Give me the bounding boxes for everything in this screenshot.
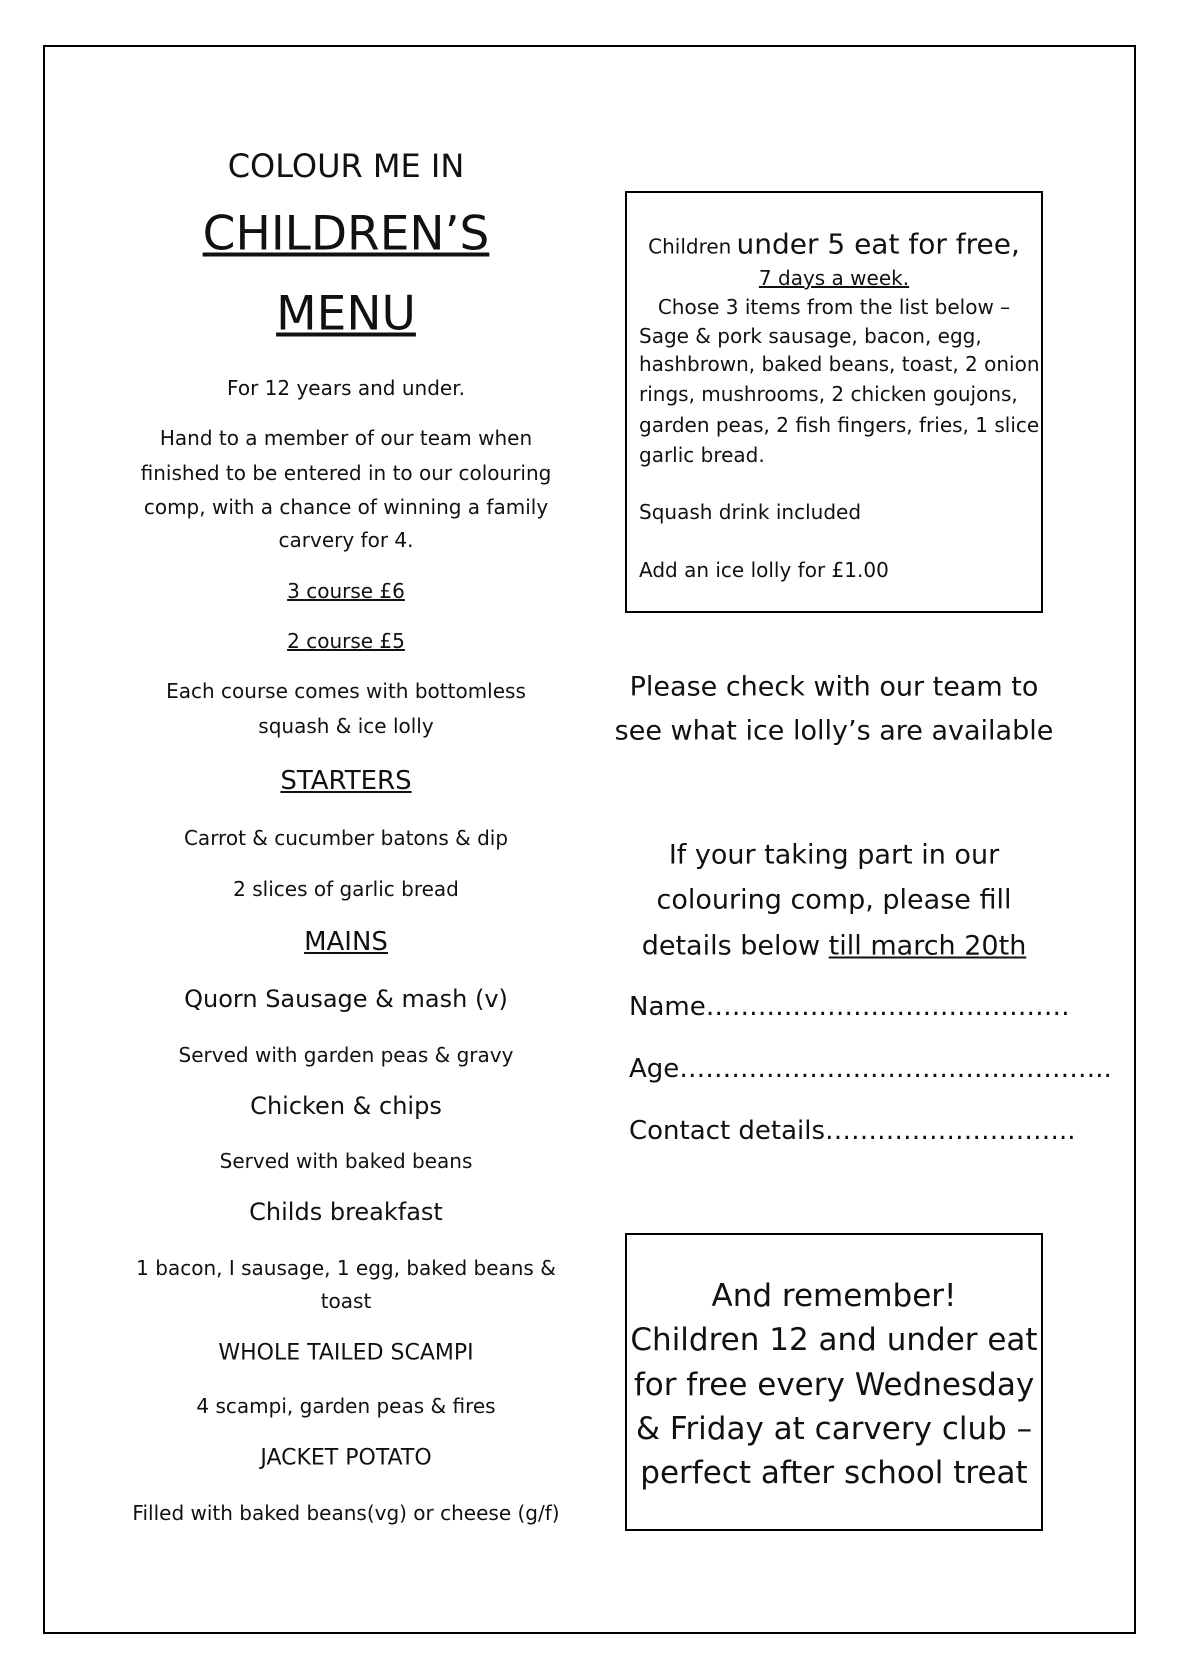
offer-list-line: rings, mushrooms, 2 chicken goujons, (639, 382, 1018, 406)
main-item-name: JACKET POTATO (260, 1445, 432, 1471)
offer-list-line: garlic bread. (639, 443, 765, 467)
reminder-line: & Friday at carvery club – (635, 1411, 1033, 1447)
main-item-desc: Served with baked beans (219, 1149, 473, 1173)
comp-intro-plain: details below (641, 930, 829, 962)
offer-list-line: Sage & pork sausage, bacon, egg, (639, 324, 982, 348)
main-item-desc: Filled with baked beans(vg) or cheese (g/f) (132, 1501, 560, 1525)
page-title-line2: MENU (276, 286, 416, 342)
mains-heading: MAINS (304, 927, 388, 957)
includes-text: squash & ice lolly (258, 714, 434, 738)
lolly-note: Please check with our team to (629, 671, 1039, 703)
contact-details-field[interactable]: Contact details……………………….. (629, 1116, 1076, 1146)
reminder-line: And remember! (711, 1278, 957, 1314)
main-item-desc: 4 scampi, garden peas & fires (196, 1394, 496, 1418)
age-field[interactable]: Age………………………………………….. (629, 1054, 1112, 1084)
page-title: CHILDREN’S (202, 206, 490, 262)
reminder-line: Children 12 and under eat (630, 1322, 1038, 1358)
offer-headline-small: Children (648, 234, 732, 259)
comp-text: Hand to a member of our team when (159, 426, 533, 450)
starter-item: Carrot & cucumber batons & dip (183, 826, 509, 850)
offer-list-line: hashbrown, baked beans, toast, 2 onion (639, 352, 1040, 376)
offer-drink: Squash drink included (639, 500, 862, 524)
price-3-course: 3 course £6 (287, 579, 405, 603)
offer-instruction: Chose 3 items from the list below – (657, 295, 1011, 319)
comp-text: comp, with a chance of winning a family (143, 495, 549, 519)
comp-text: finished to be entered in to our colouring (140, 461, 552, 485)
offer-ice-lolly: Add an ice lolly for £1.00 (639, 558, 889, 582)
offer-headline-large: under 5 eat for free, (736, 227, 1020, 261)
comp-intro (642, 931, 1027, 962)
reminder-line: for free every Wednesday (633, 1367, 1035, 1403)
age-note: For 12 years and under. (227, 376, 465, 400)
comp-deadline: till march 20th (828, 930, 1027, 962)
main-item-desc: toast (320, 1289, 372, 1313)
name-field[interactable]: Name…………………………………… (629, 992, 1070, 1022)
main-item-desc: 1 bacon, I sausage, 1 egg, baked beans & (136, 1256, 556, 1280)
offer-days: 7 days a week. (758, 266, 910, 290)
reminder-line: perfect after school treat (640, 1455, 1028, 1491)
price-2-course: 2 course £5 (287, 629, 405, 653)
main-item-desc: Served with garden peas & gravy (178, 1043, 514, 1067)
pre-title: COLOUR ME IN (227, 147, 465, 185)
offer-list-line: garden peas, 2 fish fingers, fries, 1 slice (639, 413, 1040, 437)
main-item-name: Chicken & chips (250, 1092, 442, 1120)
main-item-name: Childs breakfast (249, 1198, 443, 1226)
main-item-name: Quorn Sausage & mash (v) (184, 985, 508, 1013)
comp-intro: colouring comp, please fill (656, 884, 1012, 916)
starter-item: 2 slices of garlic bread (233, 877, 459, 901)
lolly-note: see what ice lolly’s are available (614, 715, 1054, 747)
comp-text: carvery for 4. (278, 528, 414, 552)
comp-intro: If your taking part in our (668, 839, 1000, 871)
main-item-name: WHOLE TAILED SCAMPI (218, 1340, 474, 1366)
includes-text: Each course comes with bottomless (166, 679, 526, 703)
offer-headline (648, 228, 1020, 261)
starters-heading: STARTERS (280, 766, 412, 796)
